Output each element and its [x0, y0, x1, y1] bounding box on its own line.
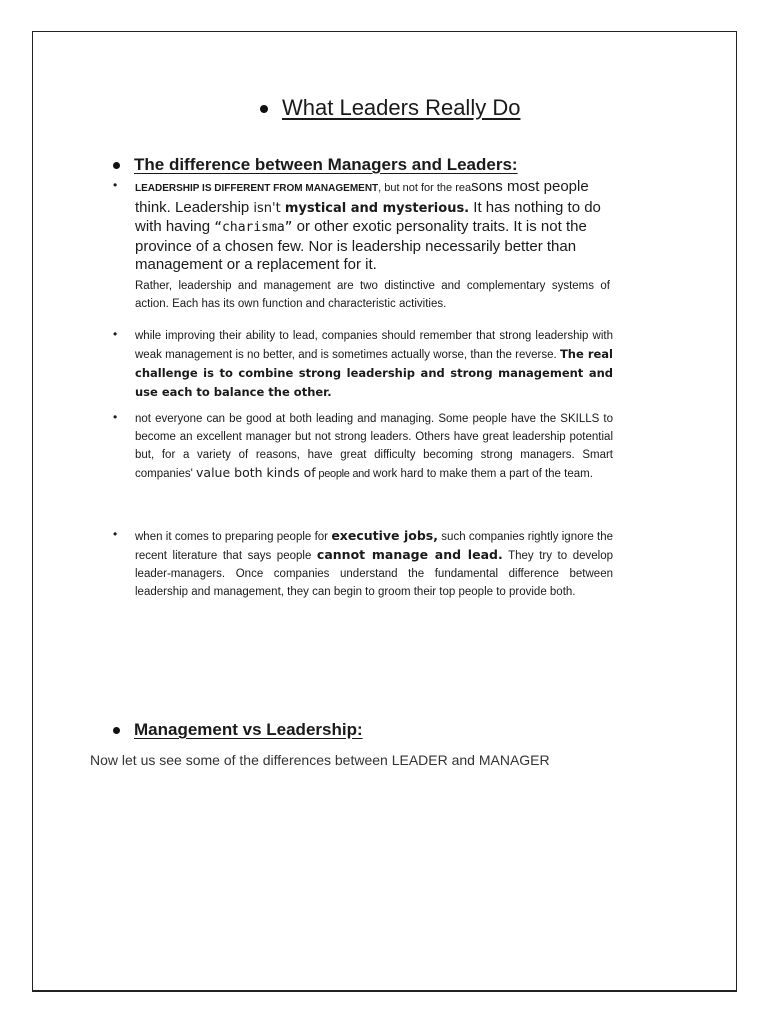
section2-heading-row — [113, 720, 363, 740]
bold-text: The real challenge is to combine strong leadership and strong management and use each to balance the other. — [135, 347, 613, 399]
bullet-executive-jobs — [113, 527, 613, 601]
caps-text: LEADERSHIP IS DIFFERENT FROM MANAGEMENT — [135, 183, 379, 194]
title-row — [260, 95, 520, 121]
plain-text: not everyone can be good at both leading and managing. Some people have the SKILLS to become an excellent manager but not strong leaders. Others have great leadership potential but, for a variety of reasons, have great difficulty becoming strong managers. Smart companies' — [135, 413, 613, 480]
section1-heading-row — [113, 155, 518, 175]
section2-heading: Management vs Leadership: — [134, 720, 363, 739]
bullet-icon: • — [113, 327, 118, 341]
charisma-text: “charisma” — [214, 220, 293, 235]
bullet-text — [135, 527, 613, 601]
medium-text: value both kinds of — [196, 465, 316, 480]
bullet-icon — [113, 162, 120, 169]
paragraph-systems: Rather, leadership and management are two distinctive and complementary systems of action. Each has its own function and characteristic activities. — [135, 280, 610, 310]
large-text-2: It has nothing to do with having — [135, 198, 601, 235]
bold-text: mystical and mysterious. — [284, 200, 470, 216]
bullet-icon — [113, 727, 120, 734]
bullet-icon: • — [113, 178, 118, 192]
people-text: people and — [315, 468, 370, 480]
bullet-leadership-different — [113, 178, 613, 275]
small-text: , but not for the rea — [378, 182, 472, 194]
bullet-icon: • — [113, 410, 118, 424]
large-text-3: or other exotic personality traits. It is not the province of a chosen few. Nor is leadership necessarily better than management or a replacement for it. — [135, 218, 587, 273]
plain-text-3: They try to develop leader-managers. Once companies understand the fundamental difference between leadership and management, they can begin to groom their top people to provide both. — [135, 550, 613, 598]
bullet-text — [135, 327, 613, 402]
bold-text: executive jobs, — [331, 528, 438, 543]
page-frame — [32, 31, 737, 992]
bullet-not-everyone — [113, 410, 613, 483]
bullet-icon: • — [113, 527, 118, 541]
bullet-icon — [260, 105, 268, 113]
isnt-text: isn't — [253, 200, 285, 216]
end-text: work hard to make them a part of the team. — [369, 468, 593, 480]
bold-text-2: cannot manage and lead. — [316, 547, 503, 562]
bullet-text — [135, 410, 613, 483]
plain-text: when it comes to preparing people for — [135, 531, 332, 543]
large-text: sons most people think. Leadership — [135, 178, 589, 216]
plain-text: while improving their ability to lead, companies should remember that strong leadership with weak management is no better, and is sometimes actually worse, than the reverse. — [135, 330, 613, 361]
page-title: What Leaders Really Do — [282, 95, 521, 120]
section1-heading: The difference between Managers and Leaders: — [134, 155, 518, 174]
bullet-improving-ability — [113, 327, 613, 402]
plain-text-2: such companies rightly ignore the recent literature that says people — [135, 531, 614, 562]
bullet-text — [135, 178, 613, 275]
closing-text: Now let us see some of the differences between LEADER and MANAGER — [90, 752, 550, 768]
